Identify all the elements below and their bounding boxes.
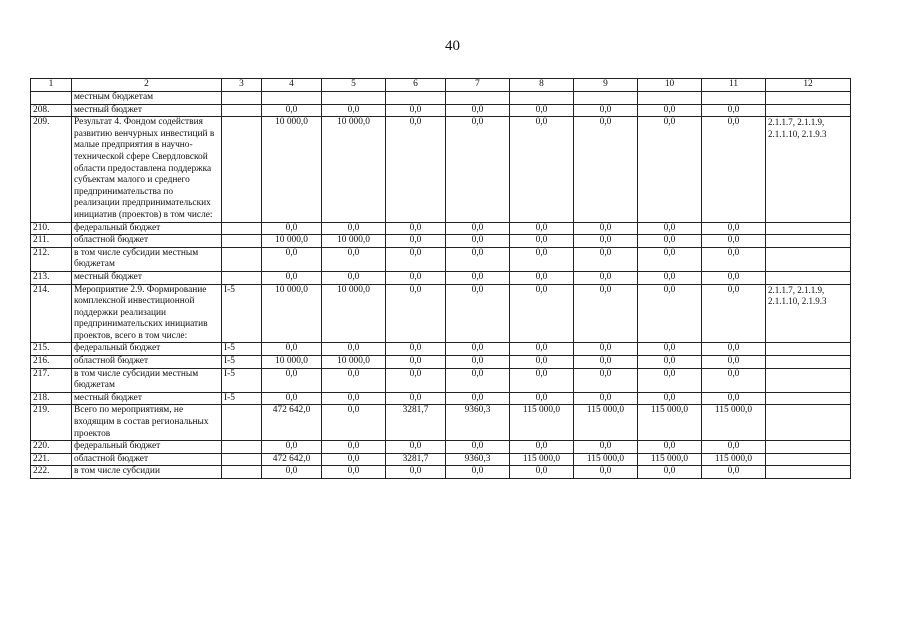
row-targets bbox=[766, 222, 851, 235]
table-row bbox=[31, 222, 851, 235]
row-number: 208. bbox=[31, 104, 72, 117]
row-value: 0,0 bbox=[386, 247, 446, 271]
row-value bbox=[446, 92, 510, 105]
row-targets: 2.1.1.7, 2.1.1.9, 2.1.1.10, 2.1.9.3 bbox=[766, 117, 851, 222]
row-code bbox=[222, 92, 262, 105]
row-targets bbox=[766, 453, 851, 466]
row-value: 0,0 bbox=[702, 247, 766, 271]
row-value: 0,0 bbox=[446, 222, 510, 235]
row-targets bbox=[766, 92, 851, 105]
row-value: 0,0 bbox=[510, 247, 574, 271]
row-value: 0,0 bbox=[702, 284, 766, 343]
row-targets bbox=[766, 368, 851, 392]
row-value: 0,0 bbox=[386, 368, 446, 392]
row-code bbox=[222, 271, 262, 284]
table-row bbox=[31, 368, 851, 392]
row-value: 0,0 bbox=[510, 368, 574, 392]
column-header: 6 bbox=[386, 79, 446, 92]
row-name: местный бюджет bbox=[72, 392, 222, 405]
row-value: 0,0 bbox=[574, 343, 638, 356]
row-name: областной бюджет bbox=[72, 356, 222, 369]
row-value bbox=[510, 92, 574, 105]
row-value: 0,0 bbox=[322, 222, 386, 235]
row-value: 3281,7 bbox=[386, 405, 446, 441]
row-code: I-5 bbox=[222, 392, 262, 405]
column-header: 11 bbox=[702, 79, 766, 92]
row-targets: 2.1.1.7, 2.1.1.9, 2.1.1.10, 2.1.9.3 bbox=[766, 284, 851, 343]
row-value: 0,0 bbox=[386, 392, 446, 405]
column-header: 9 bbox=[574, 79, 638, 92]
row-value: 0,0 bbox=[638, 441, 702, 454]
row-value: 0,0 bbox=[386, 222, 446, 235]
row-value: 0,0 bbox=[638, 235, 702, 248]
row-targets bbox=[766, 271, 851, 284]
row-value: 0,0 bbox=[638, 392, 702, 405]
table-row bbox=[31, 247, 851, 271]
row-value: 0,0 bbox=[702, 368, 766, 392]
row-targets bbox=[766, 441, 851, 454]
row-value bbox=[386, 92, 446, 105]
column-header: 10 bbox=[638, 79, 702, 92]
row-value: 0,0 bbox=[322, 343, 386, 356]
row-value: 9360,3 bbox=[446, 405, 510, 441]
row-name: Мероприятие 2.9. Формирование комплексной инвестиционной поддержки реализации предпринимательских инициатив проектов, всего в том числе: bbox=[72, 284, 222, 343]
row-value: 10 000,0 bbox=[322, 284, 386, 343]
column-header: 12 bbox=[766, 79, 851, 92]
table-row bbox=[31, 343, 851, 356]
row-name: Всего по мероприятиям, не входящим в состав региональных проектов bbox=[72, 405, 222, 441]
row-value: 10 000,0 bbox=[322, 235, 386, 248]
row-value: 0,0 bbox=[574, 356, 638, 369]
row-value: 0,0 bbox=[262, 222, 322, 235]
row-value: 0,0 bbox=[446, 392, 510, 405]
row-value: 0,0 bbox=[574, 392, 638, 405]
column-header: 2 bbox=[72, 79, 222, 92]
row-number: 217. bbox=[31, 368, 72, 392]
row-number: 212. bbox=[31, 247, 72, 271]
row-value: 0,0 bbox=[322, 104, 386, 117]
row-number: 216. bbox=[31, 356, 72, 369]
column-header: 7 bbox=[446, 79, 510, 92]
row-value: 0,0 bbox=[262, 466, 322, 479]
column-header: 3 bbox=[222, 79, 262, 92]
row-value: 0,0 bbox=[446, 368, 510, 392]
row-code: I-5 bbox=[222, 284, 262, 343]
row-value: 10 000,0 bbox=[262, 117, 322, 222]
row-value: 0,0 bbox=[702, 117, 766, 222]
row-value: 0,0 bbox=[638, 466, 702, 479]
row-value: 0,0 bbox=[322, 405, 386, 441]
row-value: 0,0 bbox=[574, 271, 638, 284]
row-value: 0,0 bbox=[262, 368, 322, 392]
row-value: 0,0 bbox=[386, 466, 446, 479]
row-number: 221. bbox=[31, 453, 72, 466]
row-value: 0,0 bbox=[446, 117, 510, 222]
table-row bbox=[31, 405, 851, 441]
row-value: 0,0 bbox=[702, 466, 766, 479]
row-number: 220. bbox=[31, 441, 72, 454]
row-targets bbox=[766, 104, 851, 117]
row-value: 0,0 bbox=[574, 222, 638, 235]
row-value: 115 000,0 bbox=[702, 405, 766, 441]
row-number: 218. bbox=[31, 392, 72, 405]
row-value: 0,0 bbox=[638, 368, 702, 392]
row-value: 0,0 bbox=[574, 466, 638, 479]
row-value: 0,0 bbox=[446, 343, 510, 356]
row-value: 0,0 bbox=[510, 271, 574, 284]
row-code bbox=[222, 453, 262, 466]
row-number: 209. bbox=[31, 117, 72, 222]
row-value: 472 642,0 bbox=[262, 453, 322, 466]
row-number: 213. bbox=[31, 271, 72, 284]
row-value: 115 000,0 bbox=[510, 453, 574, 466]
row-targets bbox=[766, 392, 851, 405]
row-value: 0,0 bbox=[702, 222, 766, 235]
column-header: 8 bbox=[510, 79, 574, 92]
row-value: 0,0 bbox=[386, 356, 446, 369]
row-value: 115 000,0 bbox=[574, 405, 638, 441]
row-targets bbox=[766, 235, 851, 248]
row-name: областной бюджет bbox=[72, 453, 222, 466]
row-code bbox=[222, 466, 262, 479]
row-value: 0,0 bbox=[510, 392, 574, 405]
row-targets bbox=[766, 405, 851, 441]
row-value: 115 000,0 bbox=[638, 405, 702, 441]
row-value: 0,0 bbox=[446, 104, 510, 117]
row-value: 115 000,0 bbox=[702, 453, 766, 466]
row-value: 10 000,0 bbox=[262, 356, 322, 369]
row-number bbox=[31, 92, 72, 105]
row-code bbox=[222, 405, 262, 441]
row-targets bbox=[766, 466, 851, 479]
row-value: 0,0 bbox=[574, 284, 638, 343]
table-body bbox=[31, 92, 851, 479]
table-row bbox=[31, 466, 851, 479]
row-value: 0,0 bbox=[510, 466, 574, 479]
table-row bbox=[31, 453, 851, 466]
row-code bbox=[222, 235, 262, 248]
row-value: 0,0 bbox=[262, 392, 322, 405]
row-value: 0,0 bbox=[574, 368, 638, 392]
row-value: 0,0 bbox=[386, 441, 446, 454]
row-value: 0,0 bbox=[322, 271, 386, 284]
table-row bbox=[31, 117, 851, 222]
row-value: 0,0 bbox=[446, 466, 510, 479]
row-value: 0,0 bbox=[510, 284, 574, 343]
row-value: 115 000,0 bbox=[574, 453, 638, 466]
table-row bbox=[31, 392, 851, 405]
row-value: 0,0 bbox=[574, 117, 638, 222]
row-code: I-5 bbox=[222, 368, 262, 392]
row-value bbox=[322, 92, 386, 105]
row-value: 0,0 bbox=[386, 284, 446, 343]
row-value: 0,0 bbox=[386, 271, 446, 284]
row-value bbox=[574, 92, 638, 105]
row-value: 0,0 bbox=[510, 343, 574, 356]
row-name: местным бюджетам bbox=[72, 92, 222, 105]
row-code bbox=[222, 222, 262, 235]
row-number: 210. bbox=[31, 222, 72, 235]
row-name: федеральный бюджет bbox=[72, 343, 222, 356]
row-value: 0,0 bbox=[322, 368, 386, 392]
row-number: 215. bbox=[31, 343, 72, 356]
row-name: областной бюджет bbox=[72, 235, 222, 248]
row-value: 0,0 bbox=[262, 104, 322, 117]
row-value: 10 000,0 bbox=[322, 117, 386, 222]
row-value: 0,0 bbox=[638, 356, 702, 369]
row-value: 0,0 bbox=[702, 271, 766, 284]
row-value bbox=[262, 92, 322, 105]
row-code bbox=[222, 441, 262, 454]
row-value: 0,0 bbox=[386, 235, 446, 248]
row-value: 0,0 bbox=[574, 441, 638, 454]
row-value: 0,0 bbox=[510, 441, 574, 454]
row-value: 0,0 bbox=[322, 247, 386, 271]
table-row bbox=[31, 441, 851, 454]
row-number: 211. bbox=[31, 235, 72, 248]
row-name: федеральный бюджет bbox=[72, 441, 222, 454]
row-value: 9360,3 bbox=[446, 453, 510, 466]
table-row bbox=[31, 92, 851, 105]
row-value: 0,0 bbox=[510, 222, 574, 235]
row-value: 0,0 bbox=[446, 441, 510, 454]
row-value: 0,0 bbox=[322, 453, 386, 466]
row-name: федеральный бюджет bbox=[72, 222, 222, 235]
row-value: 0,0 bbox=[702, 356, 766, 369]
row-value: 0,0 bbox=[702, 392, 766, 405]
row-value: 0,0 bbox=[446, 356, 510, 369]
table-row bbox=[31, 235, 851, 248]
row-value: 0,0 bbox=[322, 441, 386, 454]
table-row bbox=[31, 104, 851, 117]
row-value: 0,0 bbox=[574, 235, 638, 248]
row-targets bbox=[766, 356, 851, 369]
row-value: 0,0 bbox=[702, 343, 766, 356]
page-number: 40 bbox=[445, 38, 460, 54]
row-value: 0,0 bbox=[446, 235, 510, 248]
row-value: 0,0 bbox=[638, 343, 702, 356]
row-code: I-5 bbox=[222, 356, 262, 369]
row-name: в том числе субсидии bbox=[72, 466, 222, 479]
table-row bbox=[31, 284, 851, 343]
row-value: 0,0 bbox=[386, 117, 446, 222]
row-value: 0,0 bbox=[510, 104, 574, 117]
row-number: 222. bbox=[31, 466, 72, 479]
row-value: 0,0 bbox=[574, 104, 638, 117]
budget-table bbox=[30, 78, 851, 479]
row-name: местный бюджет bbox=[72, 271, 222, 284]
row-number: 219. bbox=[31, 405, 72, 441]
row-targets bbox=[766, 247, 851, 271]
row-name: местный бюджет bbox=[72, 104, 222, 117]
row-value bbox=[702, 92, 766, 105]
row-value: 0,0 bbox=[446, 284, 510, 343]
row-value: 0,0 bbox=[510, 356, 574, 369]
row-value: 0,0 bbox=[638, 117, 702, 222]
row-code bbox=[222, 104, 262, 117]
row-value: 115 000,0 bbox=[510, 405, 574, 441]
row-value: 0,0 bbox=[638, 104, 702, 117]
row-name: Результат 4. Фондом содействия развитию венчурных инвестиций в малые предприятия в научно-технической сфере Свердловской области предоставлена поддержка субъектам малого и среднего предпринимательства по реализации предпринимательских инициатив (проектов) в том числе: bbox=[72, 117, 222, 222]
row-code: I-5 bbox=[222, 343, 262, 356]
row-value: 0,0 bbox=[510, 117, 574, 222]
row-value: 0,0 bbox=[702, 104, 766, 117]
row-value: 10 000,0 bbox=[262, 284, 322, 343]
row-value: 0,0 bbox=[446, 247, 510, 271]
row-value: 0,0 bbox=[638, 222, 702, 235]
row-value: 115 000,0 bbox=[638, 453, 702, 466]
column-header: 5 bbox=[322, 79, 386, 92]
row-value: 0,0 bbox=[446, 271, 510, 284]
row-value: 0,0 bbox=[322, 466, 386, 479]
row-code bbox=[222, 117, 262, 222]
row-name: в том числе субсидии местным бюджетам bbox=[72, 247, 222, 271]
row-value: 10 000,0 bbox=[262, 235, 322, 248]
row-value: 0,0 bbox=[638, 247, 702, 271]
row-value: 0,0 bbox=[702, 441, 766, 454]
row-value: 472 642,0 bbox=[262, 405, 322, 441]
row-value: 0,0 bbox=[638, 271, 702, 284]
row-value: 10 000,0 bbox=[322, 356, 386, 369]
row-value: 0,0 bbox=[262, 441, 322, 454]
row-value: 0,0 bbox=[262, 247, 322, 271]
row-number: 214. bbox=[31, 284, 72, 343]
table-row bbox=[31, 271, 851, 284]
row-value: 0,0 bbox=[510, 235, 574, 248]
column-header-row bbox=[31, 79, 851, 92]
column-header: 1 bbox=[31, 79, 72, 92]
row-value: 0,0 bbox=[262, 271, 322, 284]
row-value: 0,0 bbox=[386, 343, 446, 356]
table-row bbox=[31, 356, 851, 369]
row-value: 0,0 bbox=[262, 343, 322, 356]
row-value bbox=[638, 92, 702, 105]
row-value: 0,0 bbox=[322, 392, 386, 405]
column-header: 4 bbox=[262, 79, 322, 92]
row-value: 0,0 bbox=[386, 104, 446, 117]
row-value: 0,0 bbox=[638, 284, 702, 343]
row-targets bbox=[766, 343, 851, 356]
row-value: 0,0 bbox=[702, 235, 766, 248]
row-value: 0,0 bbox=[574, 247, 638, 271]
row-value: 3281,7 bbox=[386, 453, 446, 466]
row-code bbox=[222, 247, 262, 271]
row-name: в том числе субсидии местным бюджетам bbox=[72, 368, 222, 392]
